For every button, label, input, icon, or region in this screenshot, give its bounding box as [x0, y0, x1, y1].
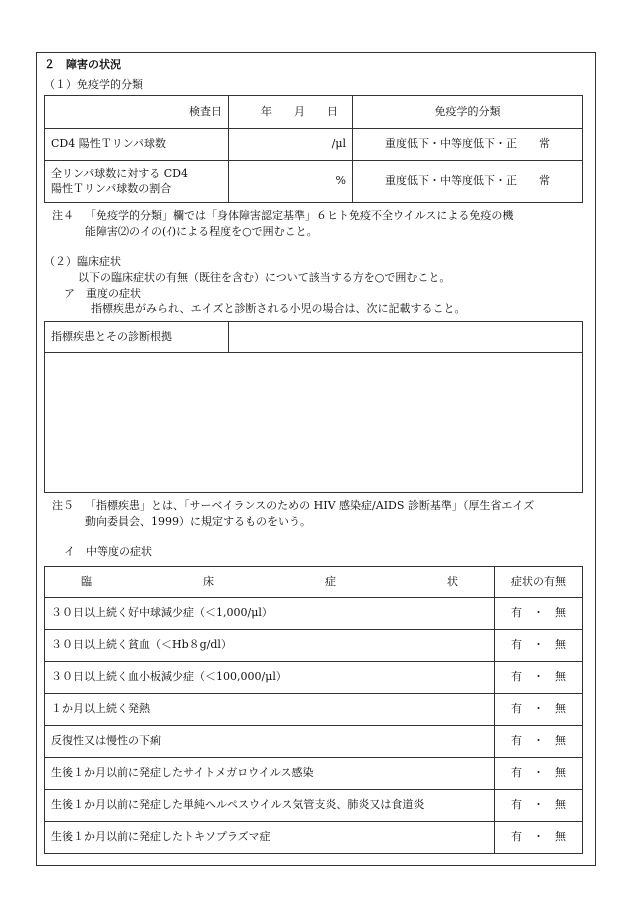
index-disease-value[interactable] [229, 322, 583, 353]
presence-option[interactable]: 有 ・ 無 [495, 758, 583, 790]
index-disease-details-area[interactable] [45, 353, 583, 493]
presence-option[interactable]: 有 ・ 無 [495, 726, 583, 758]
immuno-row [45, 129, 583, 161]
table-row [45, 790, 583, 822]
cd4-ratio-label: 全リンパ球数に対する CD4 陽性Ｔリンパ球数の割合 [45, 161, 229, 203]
note5-label: 注５ [52, 499, 74, 512]
symptom-cell: ３０日以上続く血小板減少症（＜100,000/μl） [45, 662, 495, 694]
immuno-row [45, 161, 583, 203]
severe-instruction: 指標疾患がみられ、エイズと診断される小児の場合は、次に記載すること。 [91, 302, 466, 315]
moderate-heading: イ 中等度の症状 [64, 545, 152, 558]
presence-header: 症状の有無 [495, 567, 583, 598]
month-label: 月 [294, 104, 305, 118]
presence-option[interactable]: 有 ・ 無 [495, 630, 583, 662]
immuno-header-row [45, 96, 583, 129]
test-date-field[interactable] [229, 96, 353, 129]
symptom-cell: ３０日以上続く好中球減少症（＜1,000/μl） [45, 598, 495, 630]
symptom-cell: 反復性又は慢性の下痢 [45, 726, 495, 758]
table-row [45, 822, 583, 854]
table-row [45, 630, 583, 662]
presence-option[interactable]: 有 ・ 無 [495, 822, 583, 854]
test-date-label: 検査日 [45, 96, 229, 129]
immuno-heading: （１）免疫学的分類 [44, 78, 143, 91]
note5-line2: 動向委員会、1999）に規定するものをいう。 [85, 515, 311, 528]
clinical-instruction: 以下の臨床症状の有無（既往を含む）について該当する方を○で囲むこと。 [78, 271, 451, 284]
presence-option[interactable]: 有 ・ 無 [495, 598, 583, 630]
note5-line1: 「指標疾患」とは、「サーベイランスのための HIV 感染症/AIDS 診断基準」（厚生省エイズ [85, 499, 535, 512]
symptom-cell: 生後１か月以前に発症したトキソプラズマ症 [45, 822, 495, 854]
symptom-cell: 生後１か月以前に発症した単純ヘルペスウイルス気管支炎、肺炎又は食道炎 [45, 790, 495, 822]
immuno-table [44, 95, 583, 203]
symptom-cell: 生後１か月以前に発症したサイトメガロウイルス感染 [45, 758, 495, 790]
index-disease-table [44, 321, 583, 493]
moderate-header-row [45, 567, 583, 598]
table-row [45, 726, 583, 758]
clinical-heading: （２）臨床症状 [44, 255, 121, 268]
symptom-cell: １か月以上続く発熱 [45, 694, 495, 726]
presence-option[interactable]: 有 ・ 無 [495, 694, 583, 726]
cd4-ratio-value[interactable] [229, 161, 353, 203]
table-row [45, 694, 583, 726]
symptom-header: 臨床症状 [45, 567, 495, 598]
presence-option[interactable]: 有 ・ 無 [495, 662, 583, 694]
classification-header: 免疫学的分類 [353, 96, 583, 129]
symptom-cell: ３０日以上続く貧血（＜Hb８g/dl） [45, 630, 495, 662]
note4-label: 注４ [52, 209, 74, 222]
year-label: 年 [261, 104, 272, 118]
note4-line2: 能障害⑵のイの(ｲ)による程度を○で囲むこと。 [85, 225, 318, 238]
moderate-symptoms-table [44, 566, 583, 854]
cd4-count-unit: /μl [331, 137, 346, 151]
section-title: ２ 障害の状況 [44, 58, 121, 71]
table-row [45, 758, 583, 790]
note4-line1: 「免疫学的分類」欄では「身体障害認定基準」６ヒト免疫不全ウイルスによる免疫の機 [85, 209, 514, 222]
cd4-ratio-options[interactable]: 重度低下・中等度低下・正 常 [353, 161, 583, 203]
cd4-count-label: CD4 陽性Ｔリンパ球数 [45, 129, 229, 161]
table-row [45, 598, 583, 630]
cd4-count-value[interactable] [229, 129, 353, 161]
day-label: 日 [327, 104, 338, 118]
cd4-ratio-unit: % [335, 174, 346, 188]
table-row [45, 662, 583, 694]
severe-heading: ア 重度の症状 [64, 287, 141, 300]
presence-option[interactable]: 有 ・ 無 [495, 790, 583, 822]
cd4-count-options[interactable]: 重度低下・中等度低下・正 常 [353, 129, 583, 161]
index-disease-label: 指標疾患とその診断根拠 [45, 322, 229, 353]
